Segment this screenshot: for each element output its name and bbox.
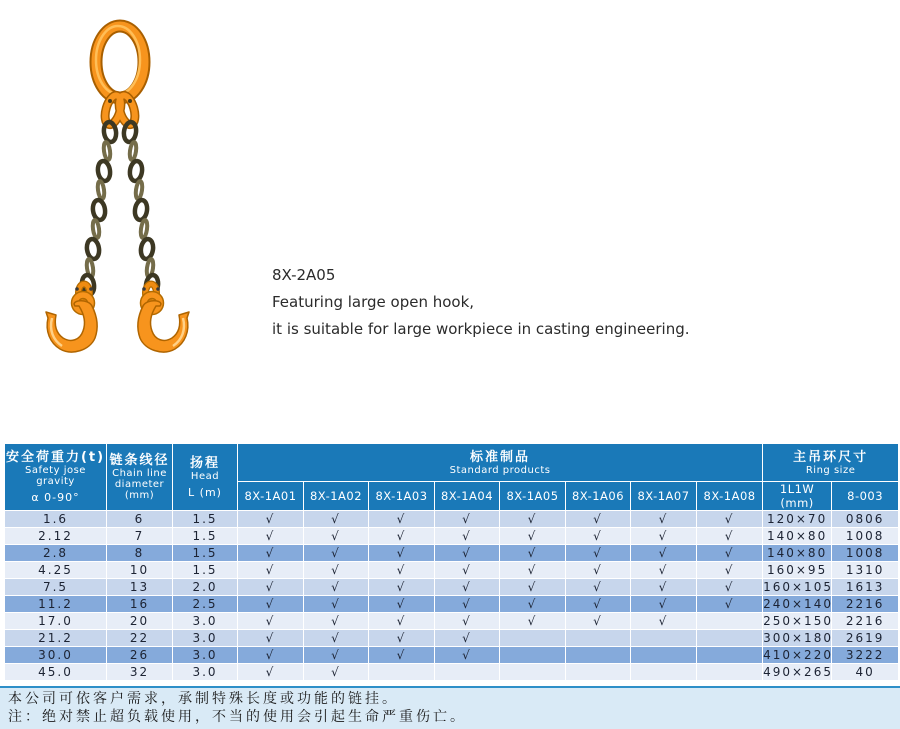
check-1a01: √ (238, 664, 304, 681)
header-product-code: 8X-1A03 (369, 482, 435, 511)
check-1a06: √ (566, 528, 631, 545)
check-1a04: √ (435, 647, 500, 664)
ring-code-cell: 1008 (832, 528, 899, 545)
check-1a01: √ (238, 630, 304, 647)
check-1a04 (435, 664, 500, 681)
table-row (5, 596, 899, 613)
head-cell: 1.5 (173, 545, 238, 562)
check-1a07: √ (631, 613, 697, 630)
check-1a07: √ (631, 579, 697, 596)
check-1a02: √ (304, 528, 369, 545)
diameter-cell: 32 (107, 664, 173, 681)
check-1a08 (697, 630, 763, 647)
diameter-cell: 16 (107, 596, 173, 613)
check-1a07: √ (631, 545, 697, 562)
check-1a01: √ (238, 511, 304, 528)
master-link-icon (96, 26, 144, 98)
check-1a02: √ (304, 613, 369, 630)
ring-size-cell: 160×95 (763, 562, 832, 579)
check-1a07 (631, 630, 697, 647)
check-1a05: √ (500, 562, 566, 579)
check-1a02: √ (304, 664, 369, 681)
check-1a08: √ (697, 511, 763, 528)
table-row (5, 545, 899, 562)
check-1a01: √ (238, 613, 304, 630)
check-1a05: √ (500, 613, 566, 630)
ring-size-cell: 160×105 (763, 580, 833, 594)
check-1a04: √ (435, 562, 500, 579)
check-1a03: √ (369, 630, 435, 647)
table-row (5, 562, 899, 579)
check-1a03: √ (369, 545, 435, 562)
head-cell: 2.5 (173, 596, 238, 613)
header-product-code: 8X-1A05 (500, 482, 566, 511)
diameter-cell: 10 (107, 562, 173, 579)
check-1a06: √ (566, 579, 631, 596)
check-1a02: √ (304, 630, 369, 647)
open-hook-icon-right (138, 284, 189, 352)
product-info (272, 262, 690, 343)
table-row (5, 647, 899, 664)
check-1a04: √ (435, 579, 500, 596)
check-1a01: √ (238, 545, 304, 562)
load-cell: 4.25 (5, 562, 107, 579)
table-row (5, 613, 899, 630)
head-cell: 1.5 (173, 511, 238, 528)
product-code: 8X-2A05 (272, 266, 336, 284)
check-1a05: √ (500, 511, 566, 528)
header-product-code: 8X-1A08 (697, 482, 763, 511)
check-1a06: √ (566, 511, 631, 528)
check-1a03: √ (369, 613, 435, 630)
diameter-cell: 8 (107, 545, 173, 562)
load-cell: 2.8 (5, 545, 107, 562)
check-1a01: √ (238, 596, 304, 613)
ring-size-cell: 140×80 (763, 528, 832, 545)
check-1a02: √ (304, 562, 369, 579)
check-1a05 (500, 630, 566, 647)
check-1a08: √ (697, 562, 763, 579)
check-1a06 (566, 647, 631, 664)
check-1a01: √ (238, 579, 304, 596)
load-cell: 30.0 (5, 647, 107, 664)
check-1a06: √ (566, 562, 631, 579)
check-1a05: √ (500, 528, 566, 545)
ring-code-cell: 1008 (832, 545, 899, 562)
load-cell: 2.12 (5, 528, 107, 545)
load-cell: 17.0 (5, 613, 107, 630)
check-1a07: √ (631, 528, 697, 545)
ring-code-cell: 1613 (832, 579, 899, 596)
header-head-length: 扬程 Head L (m) (173, 444, 238, 511)
check-1a08: √ (697, 579, 763, 596)
load-cell: 11.2 (5, 596, 107, 613)
check-1a07: √ (631, 562, 697, 579)
product-desc-line1: Featuring large open hook, (272, 293, 475, 311)
check-1a03: √ (369, 528, 435, 545)
ring-size-cell: 250×150 (763, 614, 833, 628)
check-1a04: √ (435, 545, 500, 562)
header-standard-products: 标准制品 Standard products (238, 444, 763, 482)
open-hook-icon (46, 284, 97, 352)
ring-code-cell: 2216 (832, 613, 899, 630)
check-1a03: √ (369, 511, 435, 528)
chain-sling-illustration (0, 0, 240, 360)
table-row (5, 528, 899, 545)
header-product-code: 8X-1A02 (304, 482, 369, 511)
header-chain-diameter: 链条线径 Chain line diameter (mm) (107, 444, 173, 511)
check-1a04: √ (435, 630, 500, 647)
head-cell: 3.0 (173, 613, 238, 630)
check-1a02: √ (304, 579, 369, 596)
check-1a04: √ (435, 511, 500, 528)
diameter-cell: 6 (107, 511, 173, 528)
check-1a03: √ (369, 562, 435, 579)
ring-size-cell: 490×265 (763, 665, 833, 679)
check-1a04: √ (435, 528, 500, 545)
right-chain-icon (123, 121, 160, 295)
ring-code-cell: 0806 (832, 511, 899, 528)
check-1a01: √ (238, 562, 304, 579)
header-product-code: 8X-1A04 (435, 482, 500, 511)
load-cell: 1.6 (5, 511, 107, 528)
product-desc-line2: it is suitable for large workpiece in casting engineering. (272, 320, 690, 338)
diameter-cell: 22 (107, 630, 173, 647)
header-product-code: 8X-1A06 (566, 482, 631, 511)
load-cell: 7.5 (5, 579, 107, 596)
diameter-cell: 20 (107, 613, 173, 630)
header-ring-code: 8-003 (832, 482, 899, 511)
load-cell: 45.0 (5, 664, 107, 681)
check-1a02: √ (304, 647, 369, 664)
ring-code-cell: 40 (832, 664, 899, 681)
check-1a08 (697, 613, 763, 630)
table-row (5, 630, 899, 647)
check-1a06: √ (566, 596, 631, 613)
check-1a06 (566, 630, 631, 647)
check-1a08: √ (697, 528, 763, 545)
check-1a02: √ (304, 511, 369, 528)
check-1a06: √ (566, 545, 631, 562)
head-cell: 1.5 (173, 528, 238, 545)
header-ring-dim: 1L1W (mm) (763, 482, 832, 511)
footer-note-2: 注：绝对禁止超负载使用，不当的使用会引起生命严重伤亡。 (8, 709, 467, 725)
check-1a01: √ (238, 528, 304, 545)
ring-size-cell: 300×180 (763, 631, 833, 645)
check-1a07: √ (631, 596, 697, 613)
check-1a01: √ (238, 647, 304, 664)
check-1a03: √ (369, 596, 435, 613)
ring-size-cell: 140×80 (763, 545, 832, 562)
check-1a05: √ (500, 579, 566, 596)
check-1a08: √ (697, 545, 763, 562)
check-1a03: √ (369, 647, 435, 664)
check-1a08 (697, 647, 763, 664)
ring-code-cell: 1310 (832, 562, 899, 579)
check-1a06: √ (566, 613, 631, 630)
check-1a07 (631, 664, 697, 681)
table-row (5, 664, 899, 681)
left-chain-icon (81, 121, 118, 295)
check-1a02: √ (304, 596, 369, 613)
spec-table-body (5, 511, 899, 681)
head-cell: 3.0 (173, 630, 238, 647)
ring-code-cell: 2216 (832, 596, 899, 613)
load-cell: 21.2 (5, 630, 107, 647)
head-cell: 1.5 (173, 562, 238, 579)
head-cell: 2.0 (173, 579, 238, 596)
header-product-code: 8X-1A07 (631, 482, 697, 511)
check-1a06 (566, 664, 631, 681)
check-1a04: √ (435, 613, 500, 630)
footer-note-1: 本公司可依客户需求，承制特殊长度或功能的链挂。 (8, 691, 399, 707)
check-1a04: √ (435, 596, 500, 613)
diameter-cell: 13 (107, 579, 173, 596)
check-1a03 (369, 664, 435, 681)
table-row (5, 579, 899, 596)
chain-sling-drawing (0, 0, 240, 360)
diameter-cell: 26 (107, 647, 173, 664)
head-cell: 3.0 (173, 664, 238, 681)
check-1a05: √ (500, 545, 566, 562)
check-1a02: √ (304, 545, 369, 562)
check-1a03: √ (369, 579, 435, 596)
header-ring-size: 主吊环尺寸 Ring size (763, 444, 899, 482)
check-1a05 (500, 664, 566, 681)
table-row (5, 511, 899, 528)
check-1a07 (631, 647, 697, 664)
check-1a08 (697, 664, 763, 681)
ring-size-cell: 240×140 (763, 597, 833, 611)
header-product-code: 8X-1A01 (238, 482, 304, 511)
footer-notes (0, 686, 900, 729)
check-1a05 (500, 647, 566, 664)
check-1a07: √ (631, 511, 697, 528)
header-safety-load: 安全荷重力(t) Safety jose gravity α 0-90° (5, 444, 107, 511)
head-cell: 3.0 (173, 647, 238, 664)
check-1a08: √ (697, 596, 763, 613)
diameter-cell: 7 (107, 528, 173, 545)
check-1a05: √ (500, 596, 566, 613)
ring-size-cell: 120×70 (763, 511, 832, 528)
ring-code-cell: 3222 (832, 647, 899, 664)
ring-code-cell: 2619 (832, 630, 899, 647)
spec-table (4, 443, 899, 681)
ring-size-cell: 410×220 (763, 648, 833, 662)
